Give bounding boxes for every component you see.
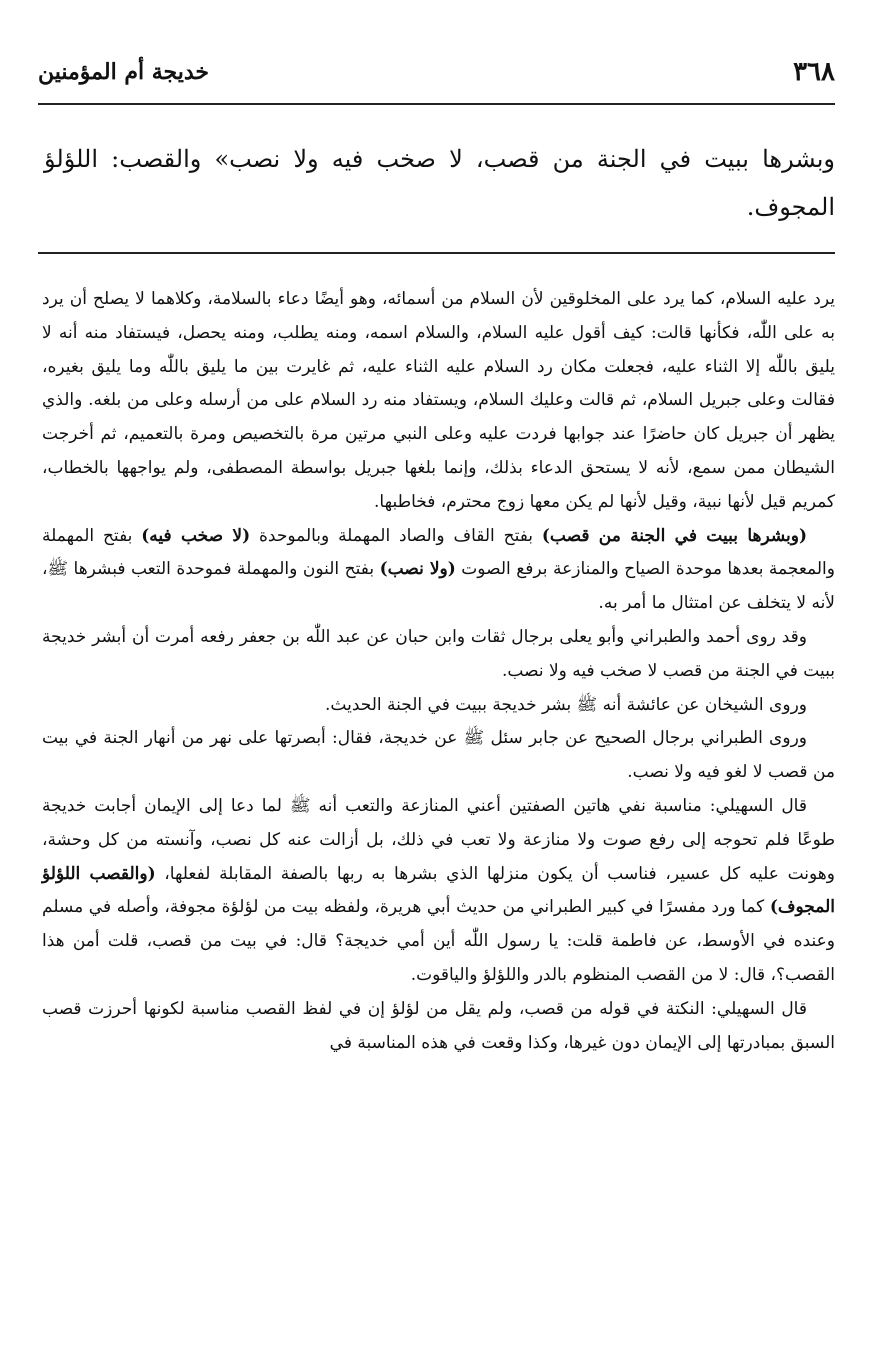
note-paragraph: وروى الطبراني برجال الصحيح عن جابر سئل ﷺ عن خديجة، فقال: أبصرتها على نهر من أنهار الجنة في بيت من قصب لا لغو فيه ولا نصب. [42, 728, 835, 783]
note-text: قال السهيلي: مناسبة نفي هاتين الصفتين أعني المنازعة والتعب أنه ﷺ لما دعا إلى الإيمان أجابت خديجة طوعًا فلم تحوجه إلى رفع صوت ولا منازعة ولا تعب في ذلك، بل أزالت عنه كل نصب، وآنسته من كل وحشة، وهونت عليه كل عسير، فناسب أن يكون منزلها الذي بشرها به ربها بالصفة المقابلة لفعلها، [42, 795, 835, 884]
note-paragraph: قال السهيلي: النكتة في قوله من قصب، ولم يقل من لؤلؤ إن في لفظ القصب مناسبة لكونها أحرزت قصب السبق بمبادرتها إلى الإيمان دون غيرها، وكذا وقعت في هذه المناسبة في [42, 998, 835, 1053]
bold-quote: (لا صخب فيه) [141, 525, 251, 546]
note-text: بفتح النون والمهملة فموحدة التعب فبشرها ﷺ، لأنه لا يتخلف عن امتثال ما أمر به. [42, 559, 835, 614]
note-paragraph: وقد روى أحمد والطبراني وأبو يعلى برجال ثقات وابن حبان عن عبد اللّٰه بن جعفر رفعه أمرت أن أبشر خديجة ببيت في الجنة من قصب لا صخب فيه ولا نصب. [42, 626, 835, 681]
note-paragraph [42, 520, 835, 621]
header-rule [38, 103, 835, 105]
page-number: ٣٦٨ [793, 57, 835, 87]
note-paragraph [42, 790, 835, 993]
page-header [38, 50, 835, 94]
footnotes [42, 283, 835, 1060]
footnote-separator [38, 252, 835, 254]
main-text: وبشرها ببيت في الجنة من قصب، لا صخب فيه ولا نصب» والقصب: اللؤلؤ المجوف. [44, 145, 835, 221]
note-text: كما ورد مفسرًا في كبير الطبراني من حديث أبي هريرة، ولفظه بيت من لؤلؤة مجوفة، وأصله في مسلم وعنده في الأوسط، عن فاطمة قلت: يا رسول اللّٰه أين أمي خديجة؟ قال: في بيت من قصب، قلت أمن هذا القصب؟، قال: لا من القصب المنظوم بالدر واللؤلؤ والياقوت. [42, 897, 835, 985]
running-title: خديجة أم المؤمنين [38, 59, 210, 85]
note-text: بفتح القاف والصاد المهملة وبالموحدة [250, 525, 542, 546]
note-paragraph: يرد عليه السلام، كما يرد على المخلوقين لأن السلام من أسمائه، وهو أيضًا دعاء بالسلامة، وكلاهما لا يصلح أن يرد به على اللّٰه، فكأنها قالت: كيف أقول عليه السلام، والسلام اسمه، ومنه يطلب، ومنه يحصل، فيستفاد منه أنه لا يليق باللّٰه إلا الثناء عليه، فجعلت مكان رد السلام عليه الثناء عليه، ثم غايرت بين ما يليق باللّٰه وما يليق بغيره، فقالت وعلى جبريل السلام، ثم قالت وعليك السلام، ويستفاد منه رد السلام على من أرسله وعلى من بلغه. والذي يظهر أن جبريل كان حاضرًا عند جوابها فردت عليه وعلى النبي مرتين مرة بالتخصيص ومرة بالتعميم، ثم أخرجت الشيطان ممن سمع، لأنه لا يستحق الدعاء بذلك، وإنما بلغها جبريل بواسطة المصطفى، ولم يواجهها بالخطاب، كمريم قيل لأنها نبية، وقيل لأنها لم يكن معها زوج محترم، فخاطبها. [42, 289, 835, 512]
bold-quote: (ولا نصب) [379, 559, 456, 580]
bold-quote: (وبشرها ببيت في الجنة من قصب) [541, 525, 807, 546]
bold-quote: (والقصب اللؤلؤ المجوف) [42, 863, 835, 918]
note-paragraph: وروى الشيخان عن عائشة أنه ﷺ بشر خديجة ببيت في الجنة الحديث. [325, 694, 807, 715]
note-text: بفتح المهملة والمعجمة بعدها موحدة الصياح والمنازعة برفع الصوت [42, 525, 835, 580]
